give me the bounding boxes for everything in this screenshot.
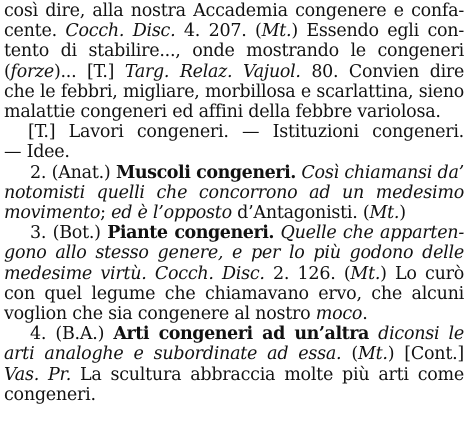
text-segment: 2. (Anat.) [30, 162, 116, 183]
text-line-3 [4, 41, 464, 61]
text-line-13 [4, 243, 464, 263]
text-segment: ) Lo curò [380, 263, 464, 284]
text-segment: ] [107, 61, 125, 82]
text-segment: cente. [4, 21, 66, 42]
text-segment: T. [34, 122, 49, 143]
text-segment: )... [ [53, 61, 94, 82]
text-segment: 80. Convien dire [300, 61, 464, 82]
text-line-7 [4, 122, 464, 142]
text-segment: ( [4, 61, 11, 82]
italic-text: arti analoghe e subordinate ad essa. [4, 344, 342, 365]
headword: Piante congeneri. [107, 223, 275, 244]
text-line-11 [4, 203, 464, 223]
italic-text: Così chiamansi da’ [301, 162, 464, 183]
text-line-16 [4, 304, 464, 324]
text-segment: che le febbri, migliare, morbillosa e scarlattina, sieno [4, 81, 464, 102]
text-line-5 [4, 82, 464, 102]
italic-text: notomisti quelli che concorrono ad un medesimo [4, 182, 464, 203]
text-segment: ( [341, 344, 358, 365]
text-line-19 [4, 365, 464, 385]
text-segment [369, 324, 378, 344]
text-segment: 4. (B.A.) [30, 324, 114, 345]
text-segment: ] Lavori congeneri. — Istituzioni congeneri. [48, 122, 464, 143]
italic-text: Mt. [369, 203, 400, 224]
text-segment: ) [399, 203, 406, 224]
text-segment: — Idee. [4, 142, 70, 163]
text-segment: La scultura abbraccia molte più arti come [71, 364, 464, 385]
text-line-10 [4, 183, 464, 203]
headword: Arti congeneri ad un’altra [113, 324, 369, 345]
italic-text: ed è l’opposto [111, 203, 232, 224]
text-segment: congeneri. [4, 384, 96, 405]
text-line-4 [4, 62, 464, 82]
text-line-2 [4, 21, 464, 41]
text-line-20 [4, 385, 464, 405]
headword: Muscoli congeneri. [115, 162, 296, 183]
italic-text: medesime virtù. Cocch. Disc. [4, 263, 265, 284]
italic-text: Quelle che apparten- [280, 223, 464, 244]
text-segment: con quel legume che chiamavano ervo, che alcuni [4, 283, 464, 304]
italic-text: moco [315, 304, 363, 325]
text-line-14 [4, 264, 464, 284]
italic-text: Mt. [357, 344, 388, 365]
text-line-6 [4, 102, 464, 122]
italic-text: forze [10, 61, 54, 82]
text-segment: 3. (Bot.) [30, 223, 108, 244]
italic-text: Mt. [350, 263, 381, 284]
text-segment: [ [28, 122, 35, 143]
text-segment: così dire, alla nostra Accademia congenere e confa- [4, 1, 464, 21]
section-2-heading-line [4, 163, 464, 183]
text-segment: 2. 126. ( [264, 263, 351, 284]
section-4-heading-line [4, 324, 464, 344]
italic-text: Vas. Pr. [4, 364, 72, 385]
text-segment: tento di stabilire..., onde mostrando le congeneri [4, 41, 464, 62]
text-segment: T. [93, 61, 108, 82]
text-segment: . [362, 304, 368, 325]
text-segment: 4. 207. ( [175, 21, 262, 42]
text-segment: ) Essendo egli con- [291, 21, 464, 42]
text-segment: malattie congeneri ed affini della febbre variolosa. [4, 102, 441, 123]
text-line-8 [4, 142, 464, 162]
italic-text: gono allo stesso genere, e per lo più godono delle [4, 243, 464, 264]
italic-text: Cocch. Disc. [65, 21, 176, 42]
text-segment: d’Antagonisti. ( [231, 203, 370, 224]
section-3-heading-line [4, 223, 464, 243]
italic-text: Mt. [261, 21, 292, 42]
text-line-18 [4, 344, 464, 364]
text-segment: ) [Cont.] [387, 344, 464, 365]
italic-text: movimento [4, 203, 101, 224]
text-segment: ; [100, 203, 112, 224]
text-line-1 [4, 1, 464, 21]
italic-text: diconsi le [378, 324, 464, 345]
text-segment: voglion che sia congenere al nostro [4, 304, 316, 325]
italic-text: Targ. Relaz. Vajuol. [124, 61, 301, 82]
text-line-15 [4, 284, 464, 304]
